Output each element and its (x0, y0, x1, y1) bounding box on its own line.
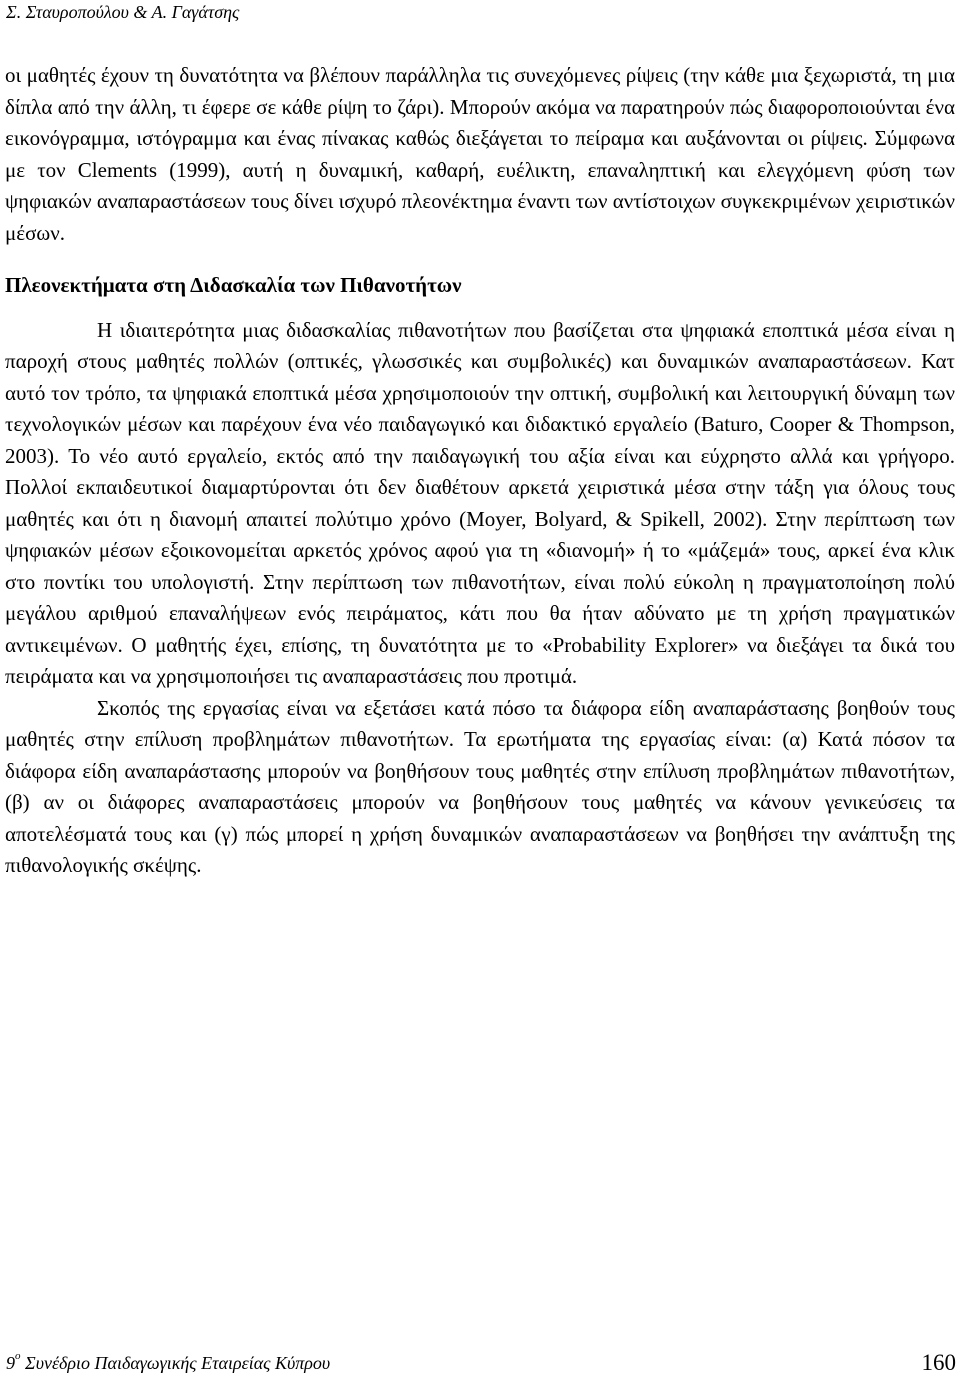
conference-title: Συνέδριο Παιδαγωγικής Εταιρείας Κύπρου (20, 1353, 331, 1373)
conference-ordinal-suffix: ο (15, 1350, 21, 1362)
section-heading: Πλεονεκτήματα στη Διδασκαλία των Πιθανοτήτων (5, 273, 462, 297)
running-head: Σ. Σταυροπούλου & Α. Γαγάτσης (6, 2, 240, 22)
conference-name (6, 1349, 330, 1377)
page-number: 160 (921, 1350, 956, 1375)
document-body (5, 60, 955, 882)
conference-ordinal: 9 (6, 1353, 15, 1373)
page-footer (6, 1349, 956, 1377)
paragraph-advantages: Η ιδιαιτερότητα μιας διδασκαλίας πιθανοτήτων που βασίζεται στα ψηφιακά εποπτικά μέσα είναι η παροχή στους μαθητές πολλών (οπτικές, γλωσσικές και συμβολικές) και δυναμικών αναπαραστάσεων. Κατ αυτό τον τρόπο, τα ψηφιακά εποπτικά μέσα χρησιμοποιούν την οπτική, συμβολική και λειτουργική δύναμη των τεχνολογικών μέσων και παρέχουν ένα νέο παιδαγωγικό και διδακτικό εργαλείο (Baturo, Cooper & Thompson, 2003). Το νέο αυτό εργαλείο, εκτός από την παιδαγωγική του αξία είναι και εύχρηστο αλλά και γρήγορο. Πολλοί εκπαιδευτικοί διαμαρτύρονται ότι δεν διαθέτουν αρκετά χειριστικά μέσα στην τάξη για όλους τους μαθητές και ότι η διανομή απαιτεί πολύτιμο χρόνο (Moyer, Bolyard, & Spikell, 2002). Στην περίπτωση των ψηφιακών μέσων εξοικονομείται αρκετός χρόνος αφού για τη «διανομή» ή το «μάζεμά» τους, αρκεί ένα κλικ στο ποντίκι του υπολογιστή. Στην περίπτωση των πιθανοτήτων, είναι πολύ εύκολη η πραγματοποίηση πολύ μεγάλου αριθμού επαναλήψεων ενός πειράματος, κάτι που θα ήταν αδύνατο με τη χρήση πραγματικών αντικειμένων. Ο μαθητής έχει, επίσης, τη δυνατότητα με το «Probability Explorer» να διεξάγει τα δικά του πειράματα και να χρησιμοποιήσει τις αναπαραστάσεις που προτιμά. (5, 317, 955, 688)
paragraph-continuation: οι μαθητές έχουν τη δυνατότητα να βλέπουν παράλληλα τις συνεχόμενες ρίψεις (την κάθε μια ξεχωριστά, τη μια δίπλα από την άλλη, τι έφερε σε κάθε ρίψη το ζάρι). Μπορούν ακόμα να παρατηρούν πώς διαφοροποιούνται ένα εικονόγραμμα, ιστόγραμμα και ένας πίνακας καθώς διεξάγεται το πείραμα και αυξάνονται οι ρίψεις. Σύμφωνα με τον Clements (1999), αυτή η δυναμική, καθαρή, ευέλικτη, επαναληπτική και ελεγχόμενη φύση των ψηφιακών αναπαραστάσεων τους δίνει ισχυρό πλεονέκτημα έναντι των αντίστοιχων συγκεκριμένων χειριστικών μέσων. (5, 63, 955, 245)
paragraph-aim: Σκοπός της εργασίας είναι να εξετάσει κατά πόσο τα διάφορα είδη αναπαράστασης βοηθούν τους μαθητές στην επίλυση προβλημάτων πιθανοτήτων. Τα ερωτήματα της εργασίας είναι: (α) Κατά πόσον τα διάφορα είδη αναπαράστασης μπορούν να βοηθήσουν τους μαθητές στην επίλυση προβλημάτων πιθανοτήτων, (β) αν οι διάφορες αναπαραστάσεις μπορούν να βοηθήσουν τους μαθητές να κάνουν γενικεύσεις τα αποτελέσματά τους και (γ) πώς μπορεί η χρήση δυναμικών αναπαραστάσεων να βοηθήσει την ανάπτυξη της πιθανολογικής σκέψης. (5, 695, 955, 877)
